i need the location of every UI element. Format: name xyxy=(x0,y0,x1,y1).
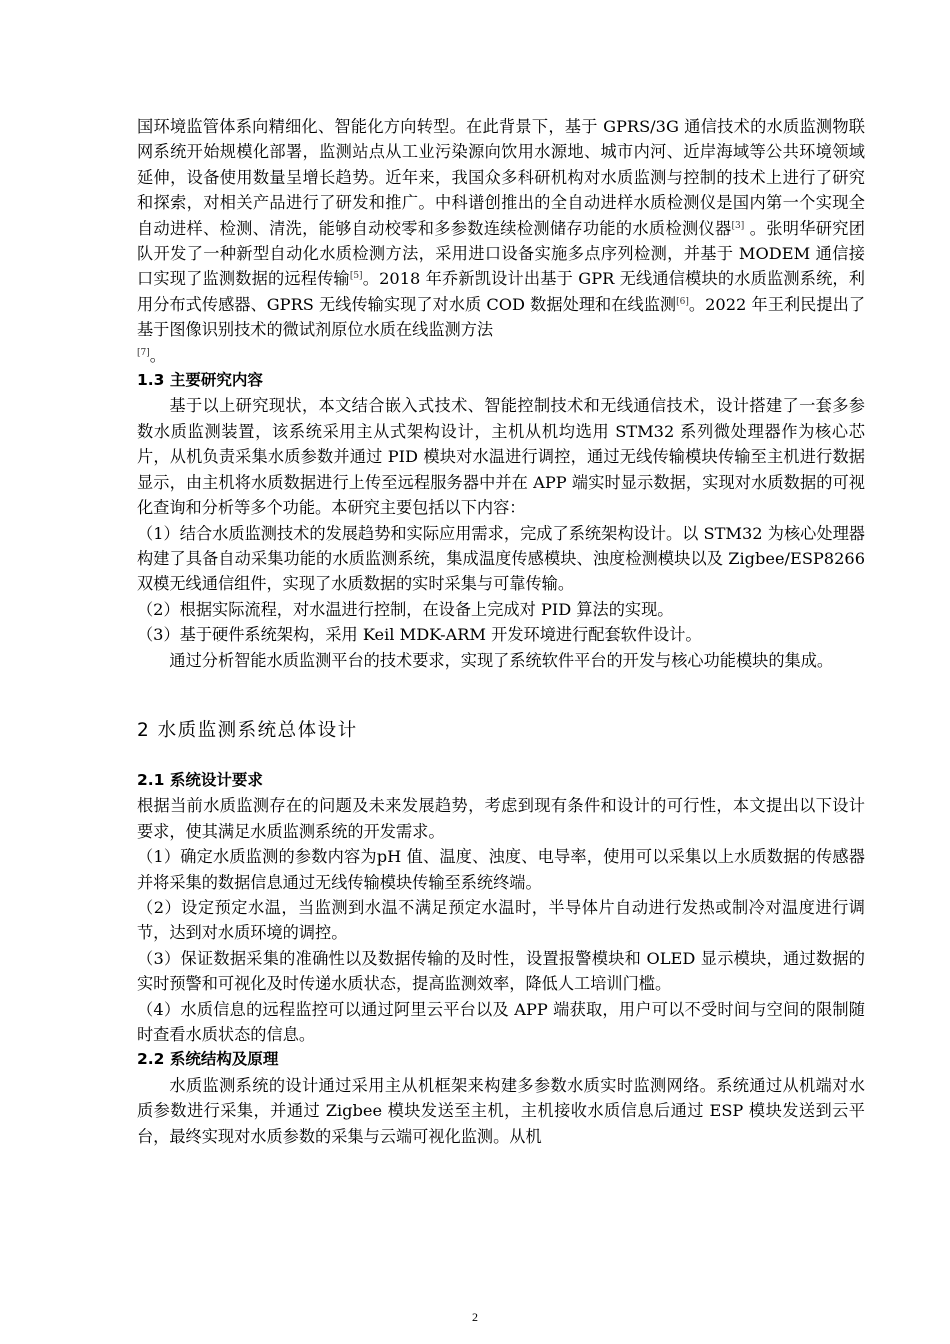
intro-text-e: 。 xyxy=(149,345,166,365)
list-item: （1）确定水质监测的参数内容为pH 值、温度、浊度、电导率，使用可以采集以上水质数据的传感器并将采集的数据信息通过无线传输模块传输至系统终端。 xyxy=(137,847,865,892)
list-item: （3）保证数据采集的准确性以及数据传输的及时性，设置报警模块和 OLED 显示模块，通过数据的实时预警和可视化及时传递水质状态，提高监测效率，降低人工培训门槛。 xyxy=(137,948,865,994)
chapter-heading-2: 2 水质监测系统总体设计 xyxy=(137,719,358,741)
section-1-3-paragraph: 基于以上研究现状，本文结合嵌入式技术、智能控制技术和无线通信技术，设计搭建了一套多参数水质监测装置，该系统采用主从式架构设计，主机从机均选用 STM32 系列微处理器作为核心芯片，从机负责采集水质参数并通过 PID 模块对水温进行调控，通过无线传输模块传输至主机进行数据显示，由主机将水质数据进行上传至远程服务器中并在 APP 端实时显示数据，实现对水质数据的可视化查询和分析等多个功能。本研究主要包括以下内容： xyxy=(137,396,865,518)
citation-3: [3] xyxy=(731,220,745,231)
section-2-1-paragraph: 根据当前水质监测存在的问题及未来发展趋势，考虑到现有条件和设计的可行性，本文提出以下设计要求，使其满足水质监测系统的开发需求。 xyxy=(137,796,865,841)
citation-7: [7] xyxy=(137,347,150,358)
section-heading-1-3: 1.3 主要研究内容 xyxy=(137,371,263,390)
section-1-3-closing: 通过分析智能水质监测平台的技术要求，实现了系统软件平台的开发与核心功能模块的集成。 xyxy=(169,650,834,670)
section-2-2-paragraph: 水质监测系统的设计通过采用主从机框架来构建多参数水质实时监测网络。系统通过从机端对水质参数进行采集，并通过 Zigbee 模块发送至主机，主机接收水质信息后通过 ESP 模块发送到云平台，最终实现对水质参数的采集与云端可视化监测。从机 xyxy=(137,1075,865,1146)
intro-paragraph xyxy=(137,114,865,368)
document-body xyxy=(137,114,865,1149)
list-item: （1）结合水质监测技术的发展趋势和实际应用需求，完成了系统架构设计。以 STM32 为核心处理器构建了具备自动采集功能的水质监测系统，集成温度传感模块、浊度检测模块以及 Zigbee/ESP8266 双模无线通信组件，实现了水质数据的实时采集与可靠传输。 xyxy=(137,523,865,594)
citation-6: [6] xyxy=(676,296,689,307)
intro-text-a: 国环境监管体系向精细化、智能化方向转型。在此背景下，基于 GPRS/3G 通信技术的水质监测物联网系统开始规模化部署，监测站点从工业污染源向饮用水源地、城市内河、近岸海域等公共环境领域延伸，设备使用数量呈增长趋势。近年来，我国众多科研机构对水质监测与控制的技术上进行了研究和探索，对相关产品进行了研发和推广。中科谱创推出的全自动进样水质检测仪是国内第一个实现全自动进样、检测、清洗，能够自动校零和多参数连续检测储存功能的水质检测仪器 xyxy=(137,117,865,238)
section-heading-2-2: 2.2 系统结构及原理 xyxy=(137,1050,279,1069)
section-heading-2-1: 2.1 系统设计要求 xyxy=(137,770,263,789)
list-item: （2）设定预定水温，当监测到水温不满足预定水温时，半导体片自动进行发热或制冷对温度进行调节，达到对水质环境的调控。 xyxy=(137,897,865,943)
intro-text-d: 。2022 年王利民提出了基于图像识别技术的微试剂原位水质在线监测方法 xyxy=(137,294,866,340)
citation-5: [5] xyxy=(349,271,363,282)
intro-text-c: 。2018 年乔新凯设计出基于 GPR 无线通信模块的水质监测系统，利用分布式传感器、GPRS 无线传输实现了对水质 COD 数据处理和在线监测 xyxy=(137,269,865,314)
page-number: 2 xyxy=(472,1310,478,1324)
list-item: （4）水质信息的远程监控可以通过阿里云平台以及 APP 端获取，用户可以不受时间与空间的限制随时查看水质状态的信息。 xyxy=(137,999,865,1044)
list-item: （3）基于硬件系统架构，采用 Keil MDK-ARM 开发环境进行配套软件设计。 xyxy=(137,625,702,645)
list-item: （2）根据实际流程，对水温进行控制，在设备上完成对 PID 算法的实现。 xyxy=(137,599,674,619)
intro-text-b: 。张明华研究团队开发了一种新型自动化水质检测方法，采用进口设备实施多点序列检测，并基于 MODEM 通信接口实现了监测数据的远程传输 xyxy=(137,218,865,289)
